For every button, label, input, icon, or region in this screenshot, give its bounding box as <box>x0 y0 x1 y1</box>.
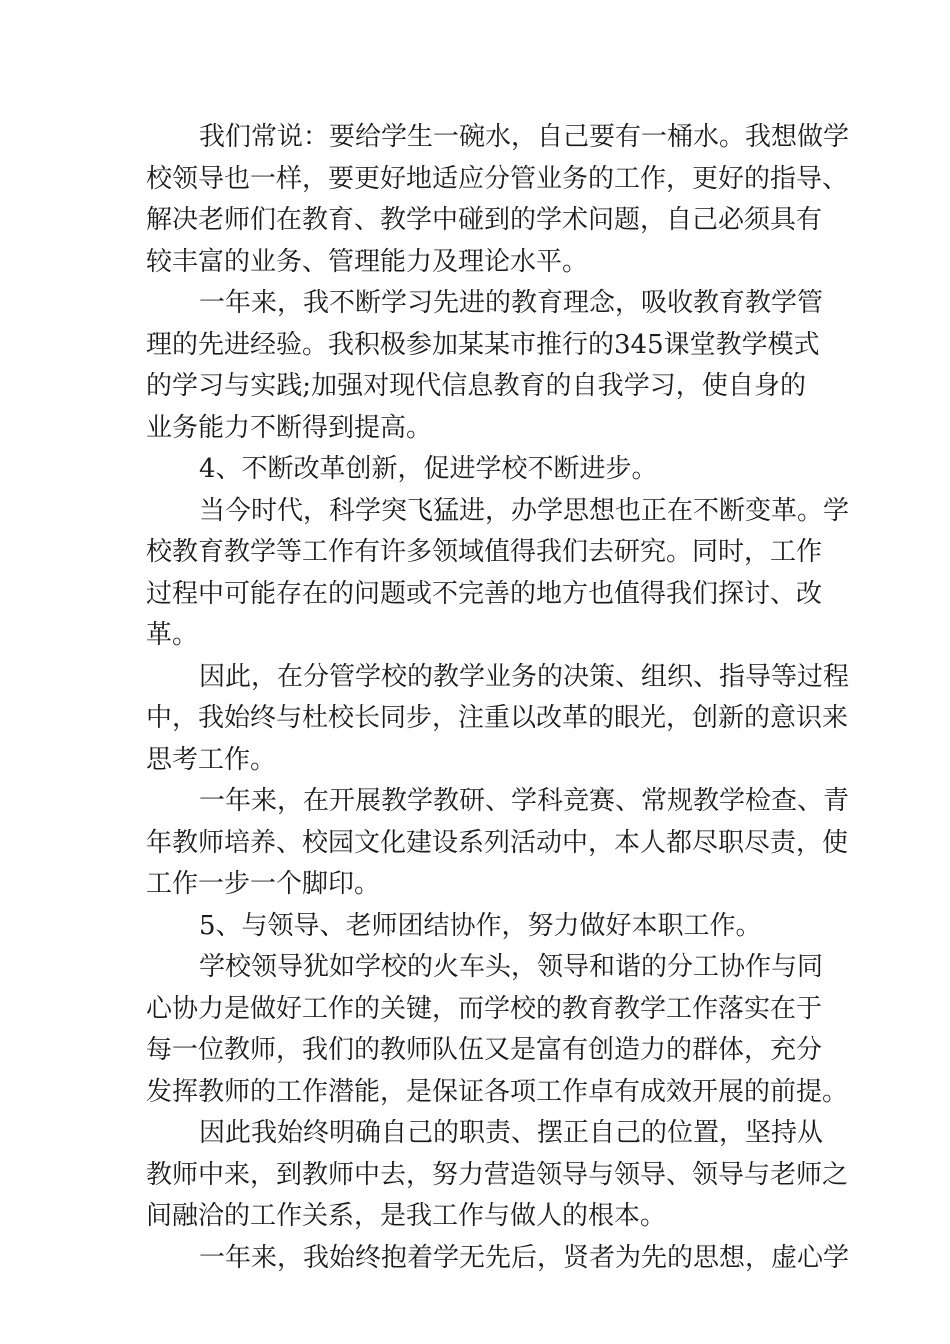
paragraph <box>146 781 850 906</box>
text-line: 年教师培养、校园文化建设系列活动中，本人都尽职尽责，使 <box>146 827 849 858</box>
text-line: 教师中来，到教师中去，努力营造领导与领导、领导与老师之 <box>146 1159 849 1190</box>
text-line: 过程中可能存在的问题或不完善的地方也值得我们探讨、改 <box>146 578 823 609</box>
text-line: 中，我始终与杜校长同步，注重以改革的眼光，创新的意识来 <box>146 703 849 733</box>
text-line: 校领导也一样，要更好地适应分管业务的工作，更好的指导、 <box>146 163 849 194</box>
text-line: 每一位教师，我们的教师队伍又是富有创造力的群体，充分 <box>146 1035 823 1065</box>
text-line: 业务能力不断得到提高。 <box>146 412 433 443</box>
paragraph <box>146 449 806 491</box>
text-line: 我们常说：要给学生一碗水，自己要有一桶水。我想做学 <box>199 122 850 152</box>
text-line: 4、不断改革创新，促进学校不断进步。 <box>199 454 658 484</box>
paragraph <box>146 1238 850 1280</box>
paragraph <box>146 947 849 1113</box>
text-line: 5、与领导、老师团结协作，努力做好本职工作。 <box>199 910 762 941</box>
text-line: 因此，在分管学校的教学业务的决策、组织、指导等过程 <box>199 661 850 692</box>
text-line: 的学习与实践;加强对现代信息教育的自我学习，使自身的 <box>146 371 806 401</box>
paragraph <box>146 1113 849 1238</box>
text-line: 间融洽的工作关系，是我工作与做人的根本。 <box>146 1201 667 1231</box>
paragraph <box>146 657 850 782</box>
text-line: 解决老师们在教育、教学中碰到的学术问题，自己必须具有 <box>146 205 823 235</box>
text-line: 一年来，在开展教学教研、学科竞赛、常规教学检查、青 <box>199 786 850 816</box>
text-line: 心协力是做好工作的关键，而学校的教育教学工作落实在于 <box>146 993 823 1024</box>
document-body <box>146 117 850 1279</box>
text-line: 思考工作。 <box>146 744 277 775</box>
text-line: 当今时代，科学突飞猛进，办学思想也正在不断变革。学 <box>199 495 850 526</box>
text-line: 工作一步一个脚印。 <box>146 869 381 899</box>
text-line: 一年来，我不断学习先进的教育理念，吸收教育教学管 <box>199 288 824 318</box>
text-line: 因此我始终明确自己的职责、摆正自己的位置，坚持从 <box>199 1118 824 1148</box>
text-line: 一年来，我始终抱着学无先后，贤者为先的思想，虚心学 <box>199 1242 850 1273</box>
paragraph <box>146 491 850 657</box>
text-line: 较丰富的业务、管理能力及理论水平。 <box>146 246 589 277</box>
text-line: 理的先进经验。我积极参加某某市推行的345课堂教学模式 <box>146 329 820 360</box>
paragraph <box>146 906 806 948</box>
text-line: 校教育教学等工作有许多领域值得我们去研究。同时，工作 <box>146 537 823 567</box>
text-line: 发挥教师的工作潜能，是保证各项工作卓有成效开展的前提。 <box>146 1076 849 1107</box>
text-line: 革。 <box>146 620 199 650</box>
paragraph <box>146 283 824 449</box>
paragraph <box>146 117 850 283</box>
text-line: 学校领导犹如学校的火车头，领导和谐的分工协作与同 <box>199 952 824 982</box>
